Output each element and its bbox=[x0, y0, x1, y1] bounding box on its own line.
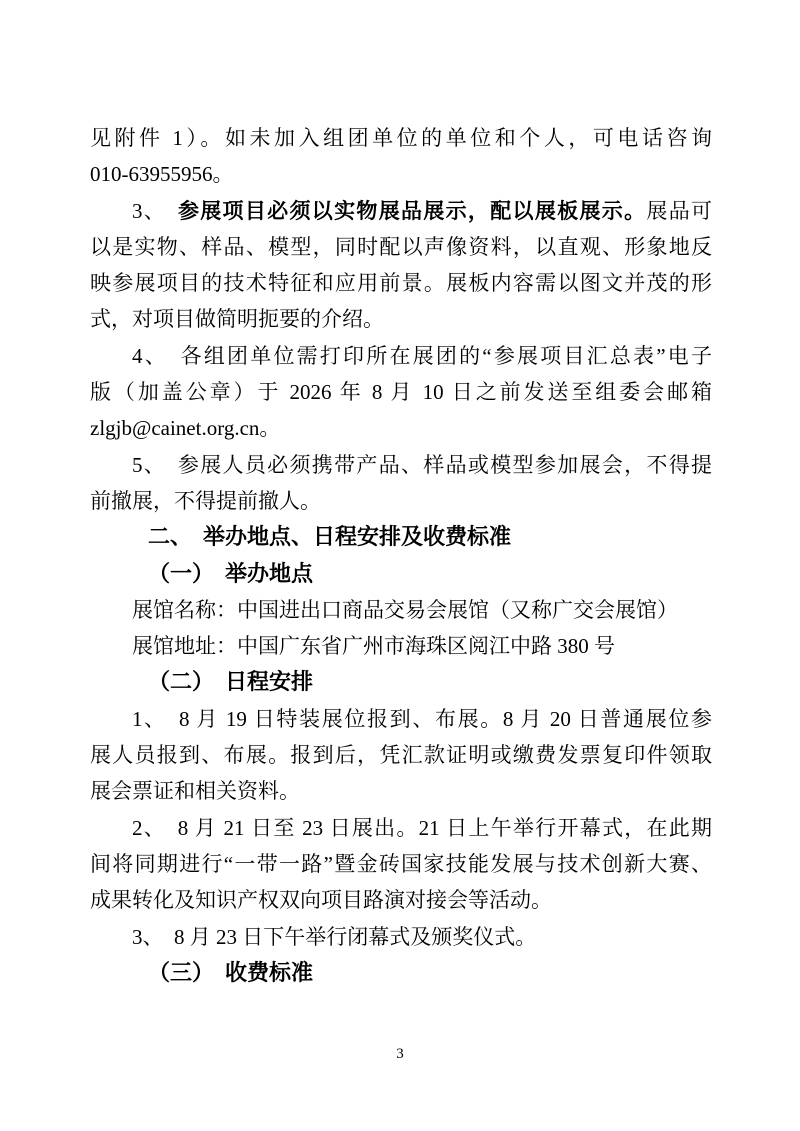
text-run: 成果转化及知识产权双向项目路演对接会等活动。 bbox=[90, 888, 552, 913]
text-line bbox=[90, 374, 712, 410]
page-footer bbox=[0, 1045, 800, 1063]
text-run: 1、 8 月 19 日特装展位报到、布展。8 月 20 日普通展位参 bbox=[132, 706, 712, 731]
text-line bbox=[90, 156, 712, 192]
text-line bbox=[90, 338, 712, 374]
text-line bbox=[90, 410, 712, 446]
text-run: 2、 8 月 21 日至 23 日展出。21 日上午举行开幕式，在此期 bbox=[132, 815, 712, 840]
text-run: 展品可 bbox=[646, 198, 713, 223]
text-line bbox=[90, 193, 712, 229]
text-run: 展会票证和相关资料。 bbox=[90, 779, 300, 804]
text-run: 映参展项目的技术特征和应用前景。展板内容需以图文并茂的形 bbox=[90, 271, 712, 296]
text-line bbox=[90, 265, 712, 301]
text-line bbox=[90, 846, 712, 882]
text-run: 版（加盖公章）于 2026 年 8 月 10 日之前发送至组委会邮箱 bbox=[90, 380, 712, 405]
text-run: 展馆名称：中国进出口商品交易会展馆（又称广交会展馆） bbox=[132, 597, 678, 622]
text-run: 间将同期进行“一带一路”暨金砖国家技能发展与技术创新大赛、 bbox=[90, 851, 712, 876]
text-line bbox=[90, 919, 712, 955]
text-run: 4、 各组团单位需打印所在展团的“参展项目汇总表”电子 bbox=[132, 343, 712, 368]
text-run: （三） 收费标准 bbox=[148, 959, 314, 985]
text-run: 见附件 1）。如未加入组团单位的单位和个人，可电话咨询 bbox=[90, 126, 712, 150]
text-line bbox=[90, 447, 712, 483]
text-run: （一） 举办地点 bbox=[148, 560, 314, 586]
text-run: 010-63955956。 bbox=[90, 162, 234, 187]
text-line bbox=[90, 229, 712, 265]
text-run: 展人员报到、布展。报到后，凭汇款证明或缴费发票复印件领取 bbox=[90, 743, 712, 768]
text-run: 以是实物、样品、模型，同时配以声像资料，以直观、形象地反 bbox=[90, 234, 712, 259]
text-run: （二） 日程安排 bbox=[148, 669, 314, 695]
text-line bbox=[90, 301, 712, 337]
heading-line bbox=[90, 664, 712, 700]
page-number: 3 bbox=[396, 1046, 404, 1062]
text-run: 参展项目必须以实物展品展示，配以展板展示。 bbox=[177, 198, 647, 223]
text-line bbox=[90, 592, 712, 628]
text-line bbox=[90, 701, 712, 737]
text-line bbox=[90, 773, 712, 809]
text-run: zlgjb@cainet.org.cn。 bbox=[90, 416, 281, 441]
document-body bbox=[90, 120, 712, 991]
text-line bbox=[90, 882, 712, 918]
text-run: 前撤展，不得提前撤人。 bbox=[90, 488, 321, 513]
heading-line bbox=[90, 556, 712, 592]
text-run: 5、 参展人员必须携带产品、样品或模型参加展会，不得提 bbox=[132, 452, 712, 477]
heading-line bbox=[90, 955, 712, 991]
text-line bbox=[90, 628, 712, 664]
text-line bbox=[90, 483, 712, 519]
text-run: 3、 8 月 23 日下午举行闭幕式及颁奖仪式。 bbox=[132, 924, 537, 949]
text-line bbox=[90, 737, 712, 773]
text-run: 式，对项目做简明扼要的介绍。 bbox=[90, 307, 384, 332]
text-run: 展馆地址：中国广东省广州市海珠区阅江中路 380 号 bbox=[132, 634, 615, 659]
text-run: 3、 bbox=[132, 198, 178, 223]
heading-line bbox=[90, 519, 712, 555]
text-run: 二、 举办地点、日程安排及收费标准 bbox=[148, 524, 512, 550]
text-line bbox=[90, 120, 712, 156]
text-line bbox=[90, 810, 712, 846]
